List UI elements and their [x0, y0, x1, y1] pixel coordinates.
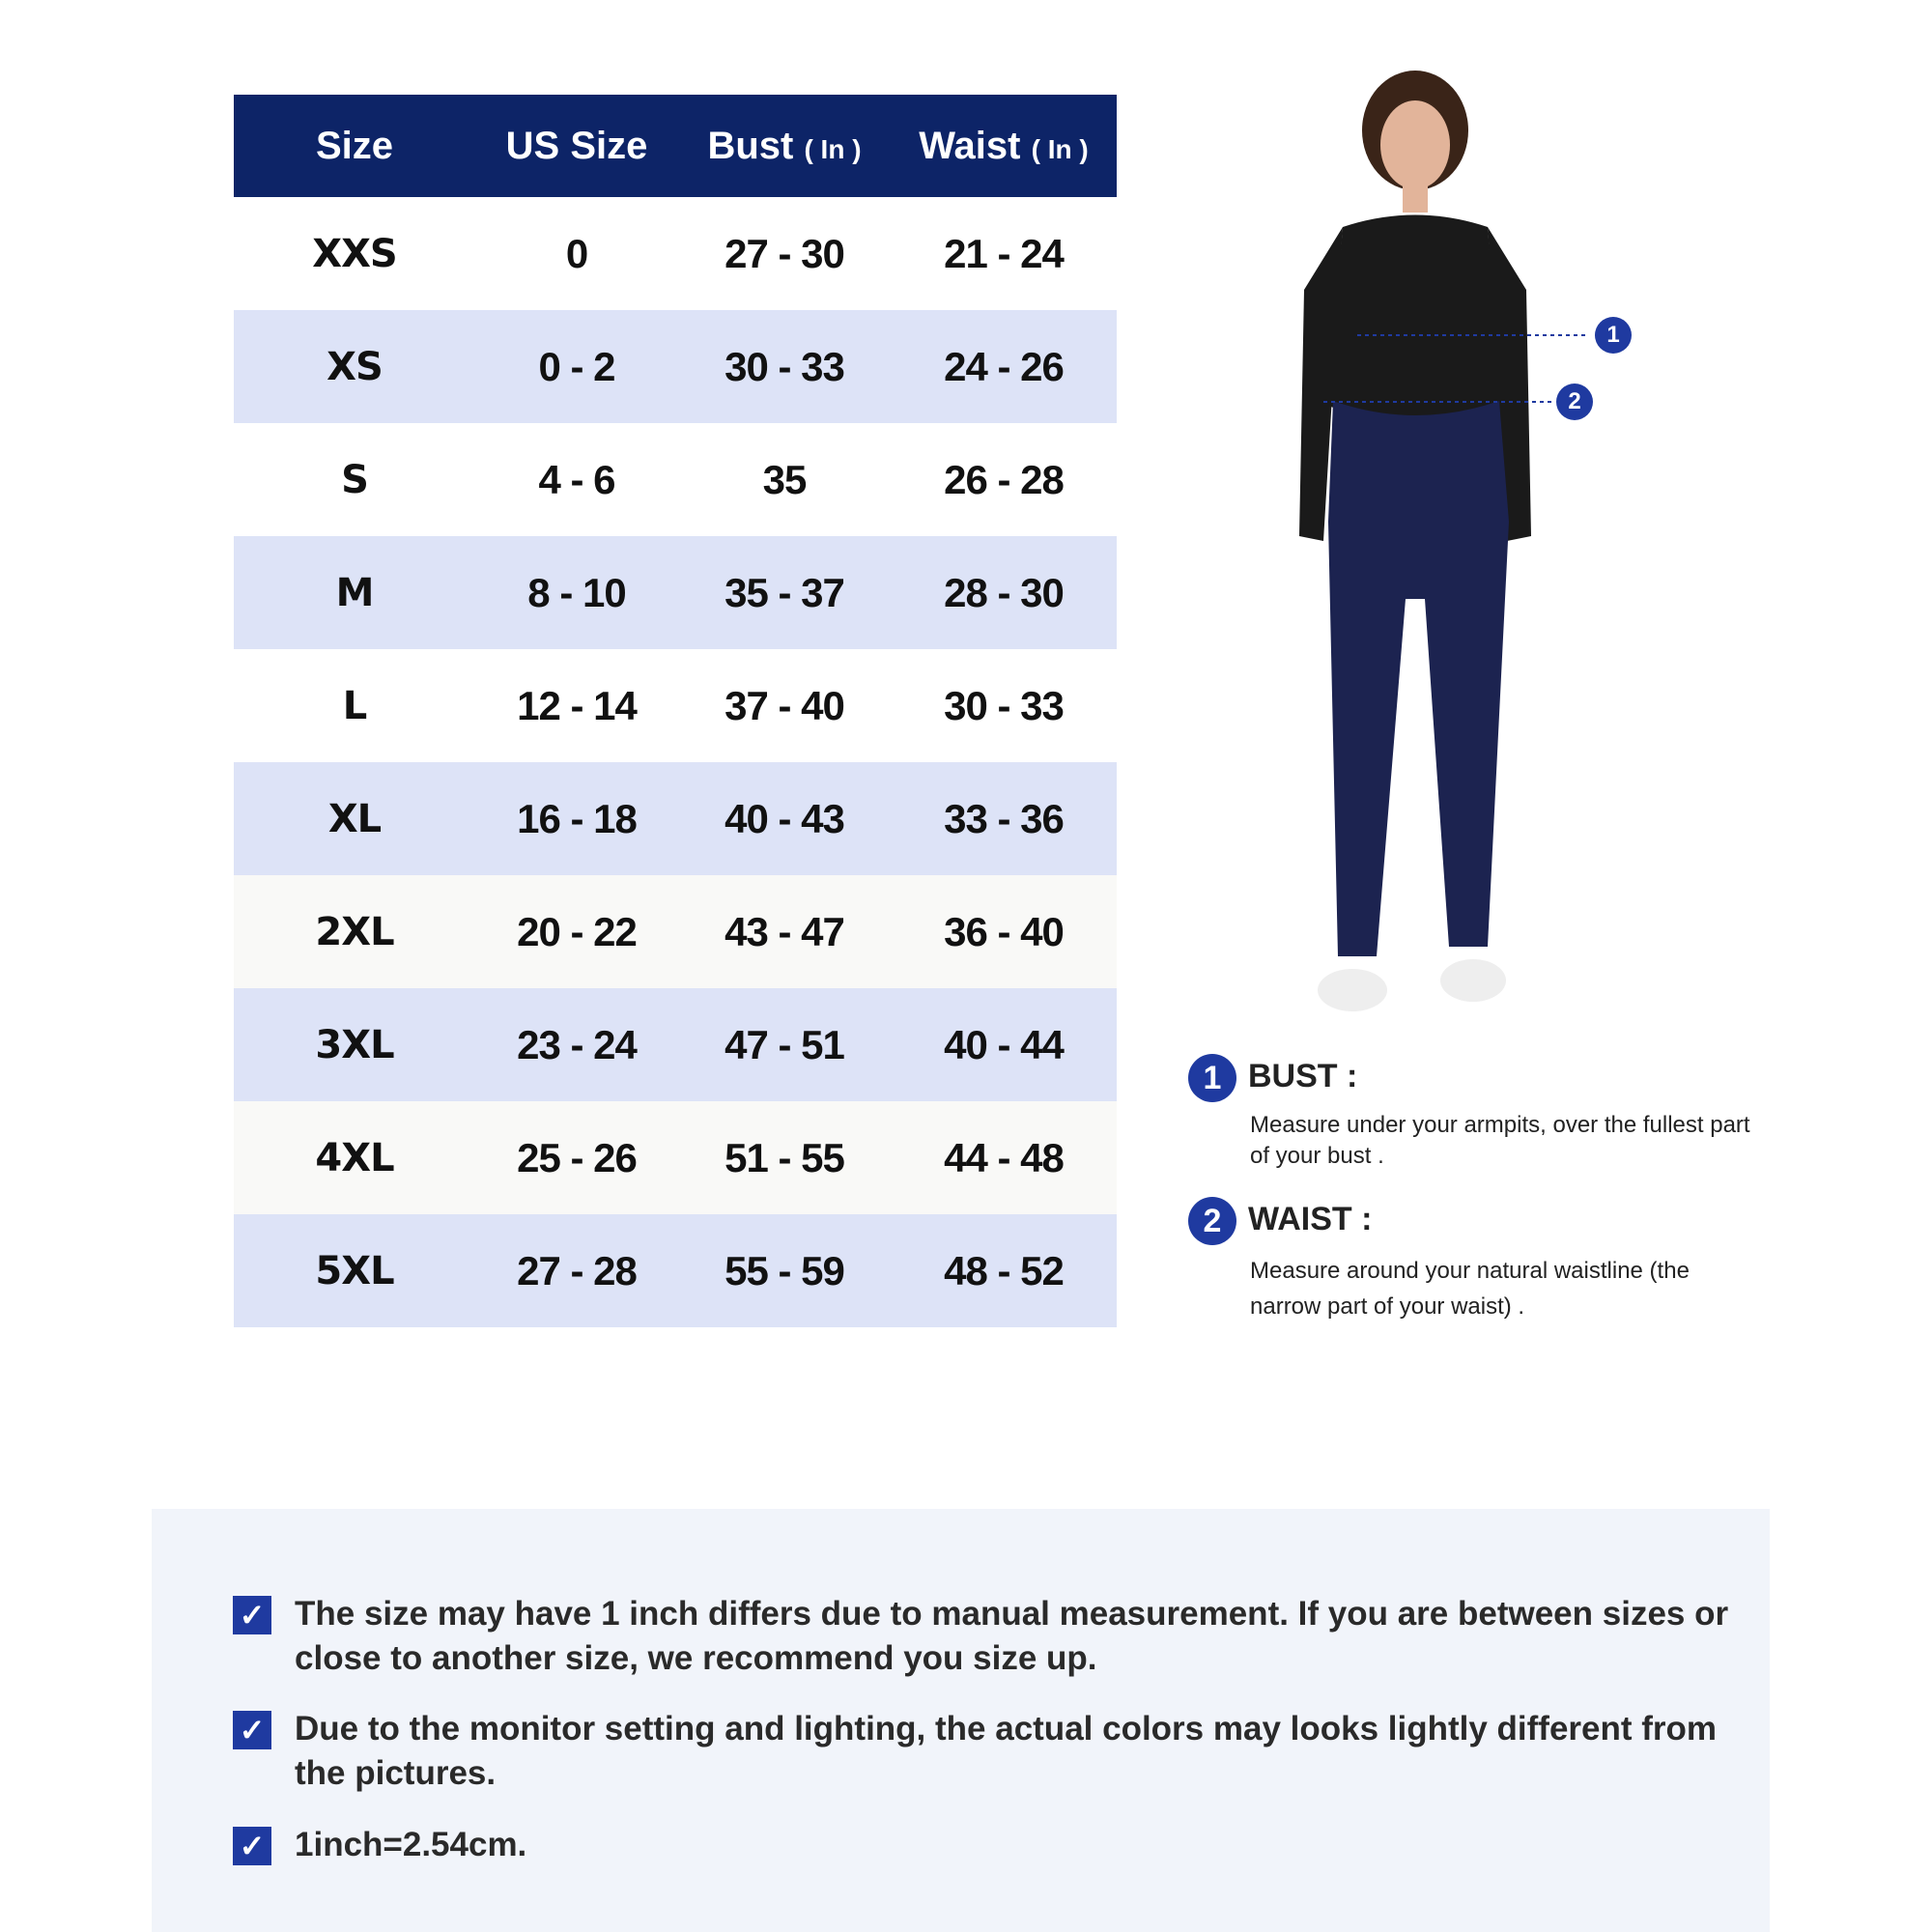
us-size-cell: 25 - 26: [517, 1134, 637, 1180]
size-chart-table: [234, 95, 1117, 1327]
size-cell: 5XL: [315, 1248, 394, 1293]
header-label: US Size: [505, 124, 648, 167]
size-cell: XL: [327, 796, 382, 841]
size-cell: 4XL: [315, 1135, 394, 1180]
bust-cell: 30 - 33: [724, 343, 844, 389]
waist-cell: 44 - 48: [944, 1134, 1064, 1180]
waist-cell: 30 - 33: [944, 682, 1064, 728]
table-row: [234, 536, 1117, 649]
number-badge: 1: [1188, 1054, 1236, 1102]
bust-cell: 35 - 37: [724, 569, 844, 615]
waist-cell: 28 - 30: [944, 569, 1064, 615]
size-cell: S: [341, 457, 368, 502]
waist-cell: 26 - 28: [944, 456, 1064, 502]
us-size-cell: 12 - 14: [517, 682, 637, 728]
instruction-text: Measure around your natural waistline (the narrow part of your waist) .: [1250, 1258, 1690, 1320]
us-size-cell: 4 - 6: [538, 456, 615, 502]
bust-cell: 47 - 51: [724, 1021, 844, 1067]
bust-marker: [1595, 317, 1632, 354]
us-size-cell: 16 - 18: [517, 795, 637, 841]
size-cell: XXS: [312, 231, 397, 276]
checkbox-icon: ✓: [233, 1827, 271, 1865]
table-row: [234, 649, 1117, 762]
waist-cell: 24 - 26: [944, 343, 1064, 389]
waist-cell: 40 - 44: [944, 1021, 1064, 1067]
number-badge: 2: [1188, 1197, 1236, 1245]
us-size-cell: 23 - 24: [517, 1021, 637, 1067]
note-text: The size may have 1 inch differs due to manual measurement. If you are between sizes or close to another size, we recommend you size up.: [295, 1595, 1729, 1677]
bust-cell: 43 - 47: [724, 908, 844, 954]
table-row: [234, 197, 1117, 310]
header-unit: ( In ): [804, 133, 862, 164]
header-bust: [678, 125, 891, 168]
header-size: [234, 125, 475, 168]
size-cell: L: [342, 683, 367, 728]
header-label: Bust: [707, 124, 794, 167]
size-cell: M: [335, 570, 374, 615]
waist-cell: 21 - 24: [944, 230, 1064, 276]
waist-cell: 36 - 40: [944, 908, 1064, 954]
checkbox-icon: ✓: [233, 1596, 271, 1634]
model-figure: [1159, 58, 1642, 1072]
bust-cell: 27 - 30: [724, 230, 844, 276]
instruction-text: Measure under your armpits, over the fullest part of your bust .: [1250, 1112, 1750, 1169]
table-row: [234, 1214, 1117, 1327]
header-waist: [891, 125, 1117, 168]
us-size-cell: 0 - 2: [538, 343, 615, 389]
header-unit: ( In ): [1031, 133, 1089, 164]
table-row: [234, 762, 1117, 875]
note-text: 1inch=2.54cm.: [295, 1826, 527, 1863]
notes-panel: [152, 1509, 1770, 1932]
header-us-size: [475, 125, 678, 168]
model-illustration: [1159, 58, 1642, 1072]
instruction-title: WAIST :: [1248, 1201, 1373, 1237]
marker-number: 1: [1606, 322, 1620, 348]
table-row: [234, 423, 1117, 536]
table-row: [234, 1101, 1117, 1214]
table-header: [234, 95, 1117, 197]
us-size-cell: 8 - 10: [527, 569, 626, 615]
size-cell: XS: [327, 344, 383, 389]
us-size-cell: 20 - 22: [517, 908, 637, 954]
table-row: [234, 310, 1117, 423]
checkbox-icon: ✓: [233, 1711, 271, 1749]
bust-cell: 40 - 43: [724, 795, 844, 841]
size-cell: 3XL: [315, 1022, 394, 1067]
table-row: [234, 988, 1117, 1101]
marker-number: 2: [1568, 388, 1581, 414]
note-item: [233, 1592, 1744, 1681]
bust-cell: 37 - 40: [724, 682, 844, 728]
us-size-cell: 0: [565, 230, 588, 276]
waist-cell: 48 - 52: [944, 1247, 1064, 1293]
instruction-title: BUST :: [1248, 1058, 1358, 1094]
table-row: [234, 875, 1117, 988]
bust-cell: 35: [762, 456, 807, 502]
us-size-cell: 27 - 28: [517, 1247, 637, 1293]
size-cell: 2XL: [315, 909, 394, 954]
note-text: Due to the monitor setting and lighting, the actual colors may looks lightly different from the pictures.: [295, 1710, 1718, 1792]
note-item: [233, 1823, 1744, 1867]
header-label: Size: [315, 124, 394, 167]
waist-cell: 33 - 36: [944, 795, 1064, 841]
bust-cell: 51 - 55: [724, 1134, 844, 1180]
note-item: [233, 1707, 1744, 1796]
waist-marker: [1556, 384, 1593, 420]
bust-cell: 55 - 59: [724, 1247, 844, 1293]
header-label: Waist: [919, 124, 1021, 167]
